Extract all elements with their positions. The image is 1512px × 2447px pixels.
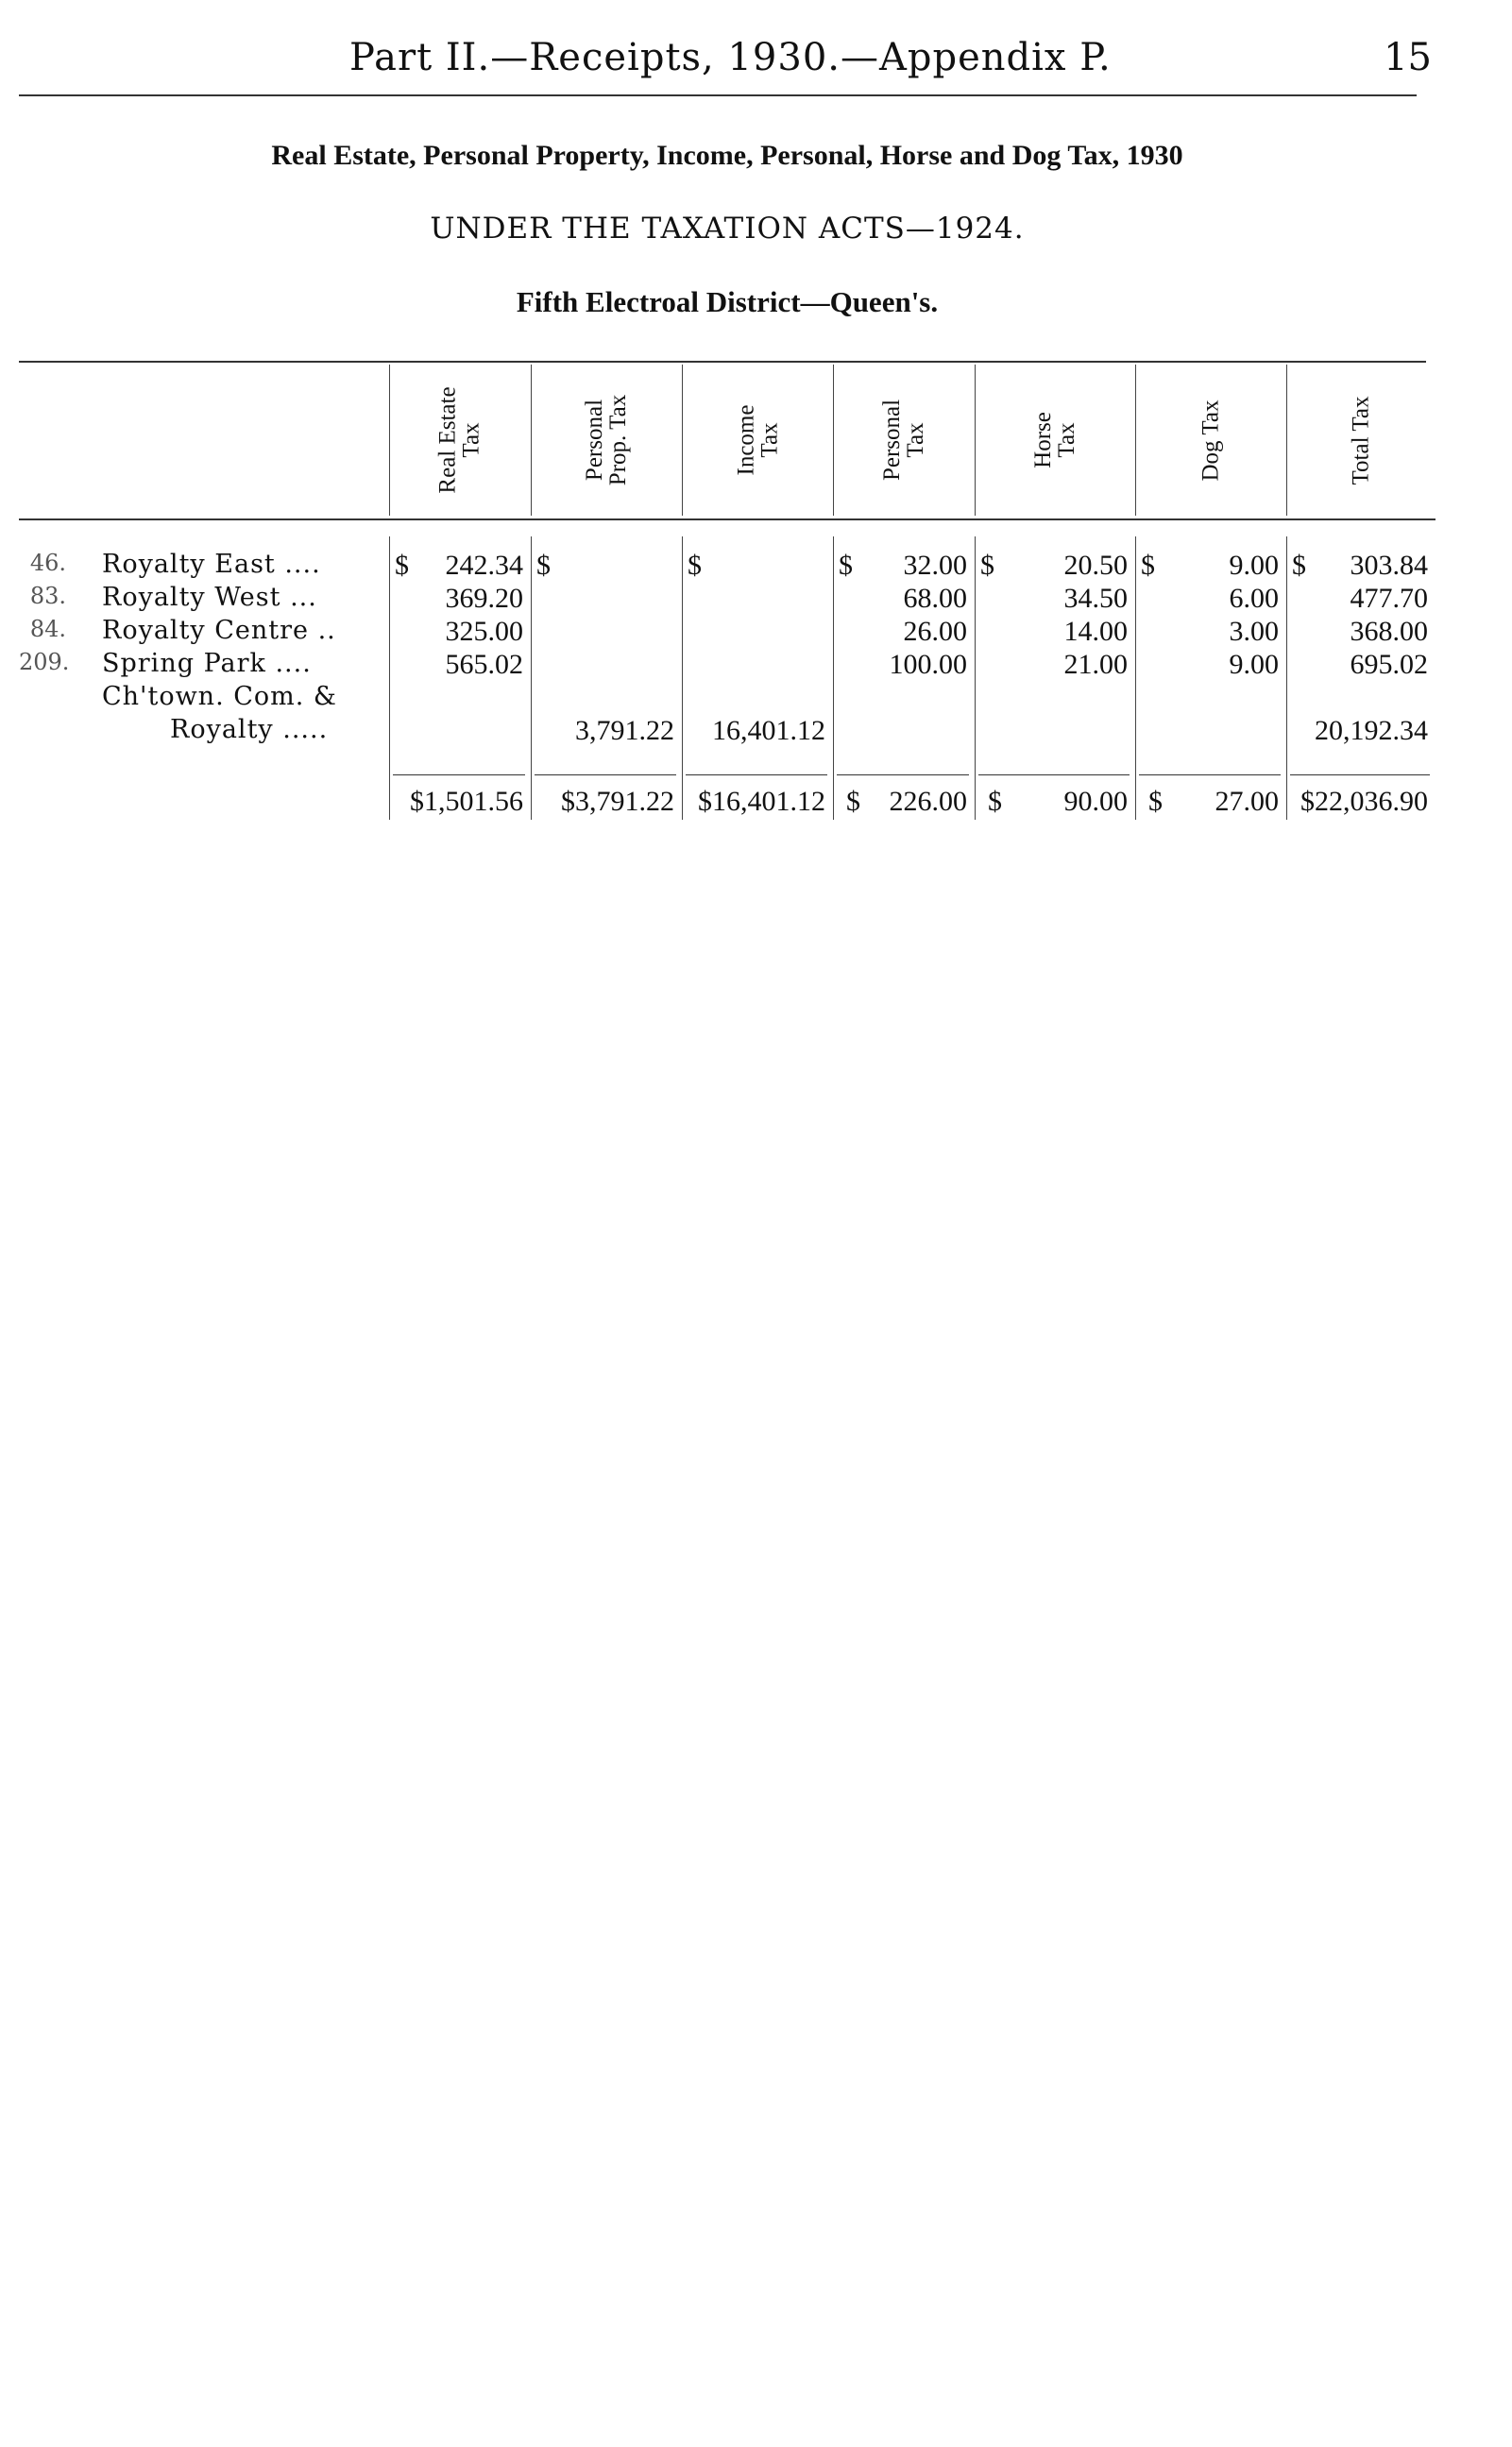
district-heading: Fifth Electroal District—Queen's. <box>516 285 939 318</box>
column-header-label: Personal Prop. Tax <box>582 394 631 486</box>
row-district-name: Royalty East .... <box>102 550 321 579</box>
running-head <box>0 36 1512 83</box>
currency-sign: $ <box>839 550 853 581</box>
row-district-name: Spring Park .... <box>102 649 312 678</box>
column-divider <box>1286 365 1287 516</box>
row-district-name: Royalty Centre .. <box>102 616 336 645</box>
column-header <box>1286 365 1436 516</box>
amount-cell: 3.00 <box>1229 616 1279 647</box>
totals-rule <box>535 774 676 775</box>
column-header <box>833 365 975 516</box>
amount-cell: 21.00 <box>1063 649 1128 680</box>
running-title: Part II.—Receipts, 1930.—Appendix P. <box>349 36 1112 79</box>
header-bottom-rule <box>19 518 1436 520</box>
table-row <box>19 682 1436 716</box>
amount-cell: 325.00 <box>445 616 523 647</box>
amount-cell: 477.70 <box>1350 583 1428 614</box>
currency-sign: $ <box>1148 786 1163 817</box>
totals-rule <box>393 774 525 775</box>
totals-rule <box>978 774 1130 775</box>
currency-sign: $ <box>536 550 551 581</box>
amount-cell: 303.84 <box>1350 550 1428 581</box>
column-header <box>682 365 833 516</box>
total-amount-cell: $16,401.12 <box>698 786 825 817</box>
totals-rule <box>686 774 827 775</box>
column-divider <box>1135 365 1136 516</box>
total-amount-cell: $1,501.56 <box>410 786 523 817</box>
total-amount-cell: $3,791.22 <box>561 786 674 817</box>
amount-cell: 565.02 <box>445 649 523 680</box>
table-top-rule <box>19 361 1426 363</box>
table-row <box>19 583 1436 617</box>
amount-cell: 9.00 <box>1229 550 1279 581</box>
row-number: 83. <box>29 583 66 609</box>
row-number: 209. <box>19 649 70 675</box>
row-district-name: Ch'town. Com. & <box>102 682 337 711</box>
total-amount-cell: 27.00 <box>1215 786 1279 817</box>
currency-sign: $ <box>980 550 994 581</box>
currency-sign: $ <box>1141 550 1155 581</box>
page-number: 15 <box>1384 36 1432 79</box>
column-header <box>531 365 682 516</box>
document-title: Real Estate, Personal Property, Income, Personal, Horse and Dog Tax, 1930 <box>271 140 1183 171</box>
totals-rule <box>837 774 969 775</box>
amount-cell: 26.00 <box>903 616 967 647</box>
currency-sign: $ <box>988 786 1002 817</box>
total-amount-cell: 90.00 <box>1063 786 1128 817</box>
amount-cell: 369.20 <box>445 583 523 614</box>
column-divider <box>833 365 834 516</box>
totals-rule <box>1290 774 1430 775</box>
row-district-name: Royalty West ... <box>102 583 317 612</box>
column-divider <box>389 365 390 516</box>
amount-cell: 20.50 <box>1063 550 1128 581</box>
column-header-label: Dog Tax <box>1198 399 1224 481</box>
column-header-label: Income Tax <box>733 404 782 476</box>
amount-cell: 20,192.34 <box>1315 715 1428 746</box>
row-number: 84. <box>29 616 66 642</box>
amount-cell: 34.50 <box>1063 583 1128 614</box>
header-rule <box>19 94 1417 96</box>
total-amount-cell: $22,036.90 <box>1300 786 1428 817</box>
column-header <box>975 365 1135 516</box>
column-header-label: Real Estate Tax <box>435 386 484 494</box>
total-amount-cell: 226.00 <box>889 786 967 817</box>
column-divider <box>531 365 532 516</box>
column-divider <box>682 365 683 516</box>
amount-cell: 368.00 <box>1350 616 1428 647</box>
amount-cell: 242.34 <box>445 550 523 581</box>
currency-sign: $ <box>688 550 702 581</box>
table-row <box>19 616 1436 650</box>
amount-cell: 68.00 <box>903 583 967 614</box>
column-header <box>389 365 531 516</box>
row-number: 46. <box>29 550 66 576</box>
column-header-label: Horse Tax <box>1030 412 1079 468</box>
column-header-label: Total Tax <box>1348 396 1374 484</box>
amount-cell: 16,401.12 <box>712 715 825 746</box>
currency-sign: $ <box>395 550 409 581</box>
document-subtitle: UNDER THE TAXATION ACTS—1924. <box>430 212 1025 246</box>
amount-cell: 3,791.22 <box>575 715 674 746</box>
totals-rule <box>1139 774 1281 775</box>
row-district-name: Royalty ..... <box>170 715 329 744</box>
column-header-label: Personal Tax <box>878 399 928 482</box>
amount-cell: 100.00 <box>889 649 967 680</box>
table-row <box>19 550 1436 584</box>
amount-cell: 14.00 <box>1063 616 1128 647</box>
totals-row <box>19 786 1436 820</box>
amount-cell: 6.00 <box>1229 583 1279 614</box>
currency-sign: $ <box>846 786 860 817</box>
table-row <box>19 715 1436 749</box>
column-header <box>1135 365 1286 516</box>
amount-cell: 695.02 <box>1350 649 1428 680</box>
currency-sign: $ <box>1292 550 1306 581</box>
column-divider <box>975 365 976 516</box>
amount-cell: 9.00 <box>1229 649 1279 680</box>
table-row <box>19 649 1436 683</box>
amount-cell: 32.00 <box>903 550 967 581</box>
